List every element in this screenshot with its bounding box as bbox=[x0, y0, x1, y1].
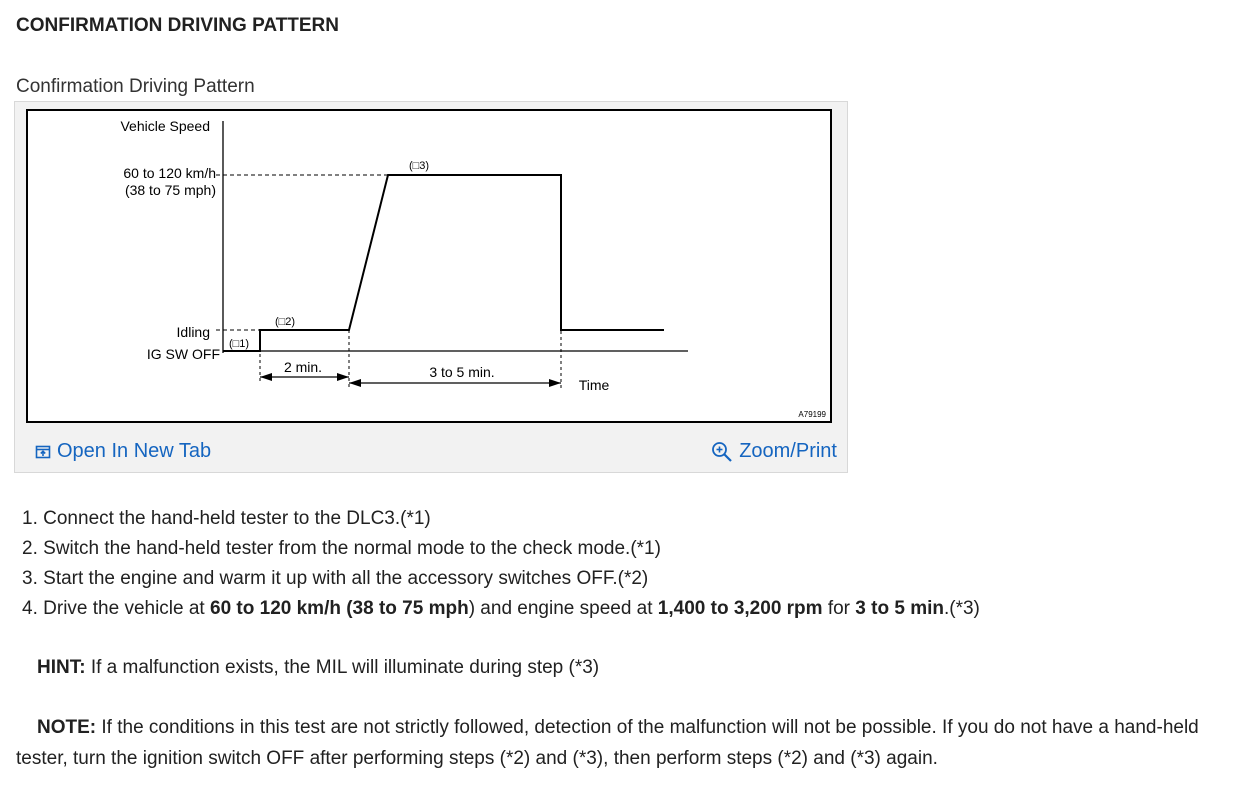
duration-range: 3 to 5 min bbox=[855, 598, 944, 619]
driving-pattern-diagram bbox=[26, 109, 832, 423]
rpm-range: 1,400 to 3,200 rpm bbox=[657, 598, 823, 619]
procedure-steps bbox=[22, 504, 980, 624]
step-number: 3. bbox=[22, 568, 38, 589]
step-number: 4. bbox=[22, 598, 38, 619]
idle-arrow-left-head bbox=[260, 373, 272, 381]
step-text: ) and engine speed at bbox=[468, 598, 658, 619]
open-new-tab-icon bbox=[35, 444, 51, 460]
speed-range: 60 to 120 km/h (38 to 75 mph bbox=[210, 598, 469, 619]
list-item bbox=[22, 534, 980, 564]
note-text: If the conditions in this test are not strictly followed, detection of the malfunction will not be possible. If you do not have a hand-held tester, turn the ignition switch OFF after performing steps (*2) and (*3), then perform steps (*2) and (*3) again. bbox=[16, 717, 1199, 769]
zoom-print-label: Zoom/Print bbox=[739, 440, 837, 462]
step-text: Drive the vehicle at bbox=[43, 598, 210, 619]
page-title: CONFIRMATION DRIVING PATTERN bbox=[16, 15, 339, 36]
hint-text: If a malfunction exists, the MIL will illuminate during step (*3) bbox=[85, 657, 600, 678]
time-axis-label: Time bbox=[578, 377, 610, 393]
step-number: 2. bbox=[22, 538, 38, 559]
step-text: Switch the hand-held tester from the normal mode to the check mode.(*1) bbox=[43, 538, 661, 559]
hint-label: HINT: bbox=[37, 657, 86, 678]
step-text: Start the engine and warm it up with all the accessory switches OFF.(*2) bbox=[43, 568, 649, 589]
list-item bbox=[22, 564, 980, 594]
zoom-print-link[interactable] bbox=[711, 440, 837, 463]
idle-duration-label: 2 min. bbox=[283, 359, 323, 375]
figure-caption: Confirmation Driving Pattern bbox=[16, 76, 255, 97]
step-text: Connect the hand-held tester to the DLC3.(*1) bbox=[43, 508, 431, 529]
open-in-new-tab-label: Open In New Tab bbox=[57, 440, 212, 462]
list-item bbox=[22, 594, 980, 624]
idle-arrow-right-head bbox=[337, 373, 349, 381]
step-number: 1. bbox=[22, 508, 38, 529]
open-in-new-tab-link[interactable] bbox=[35, 440, 211, 463]
figure-code: A79199 bbox=[798, 410, 826, 419]
step-text: .(*3) bbox=[943, 598, 980, 619]
drive-duration-label: 3 to 5 min. bbox=[429, 364, 495, 380]
y-axis-label: Vehicle Speed bbox=[120, 118, 210, 134]
step1-label: (□1) bbox=[229, 338, 250, 350]
note-paragraph bbox=[16, 712, 1231, 774]
figure-card bbox=[14, 101, 848, 473]
list-item bbox=[22, 504, 980, 534]
note-label: NOTE: bbox=[37, 717, 97, 738]
diagram-svg bbox=[28, 111, 830, 421]
speed-label-line1: 60 to 120 km/h bbox=[123, 165, 216, 181]
step-text: for bbox=[822, 598, 856, 619]
step2-label: (□2) bbox=[275, 316, 296, 328]
hint-paragraph bbox=[37, 652, 599, 683]
step3-label: (□3) bbox=[409, 160, 430, 172]
ig-sw-off-label: IG SW OFF bbox=[146, 346, 220, 362]
idling-label: Idling bbox=[176, 324, 210, 340]
zoom-in-icon bbox=[711, 441, 733, 463]
drive-arrow-right-head bbox=[549, 379, 561, 387]
speed-label-line2: (38 to 75 mph) bbox=[124, 182, 216, 198]
drive-arrow-left-head bbox=[349, 379, 361, 387]
